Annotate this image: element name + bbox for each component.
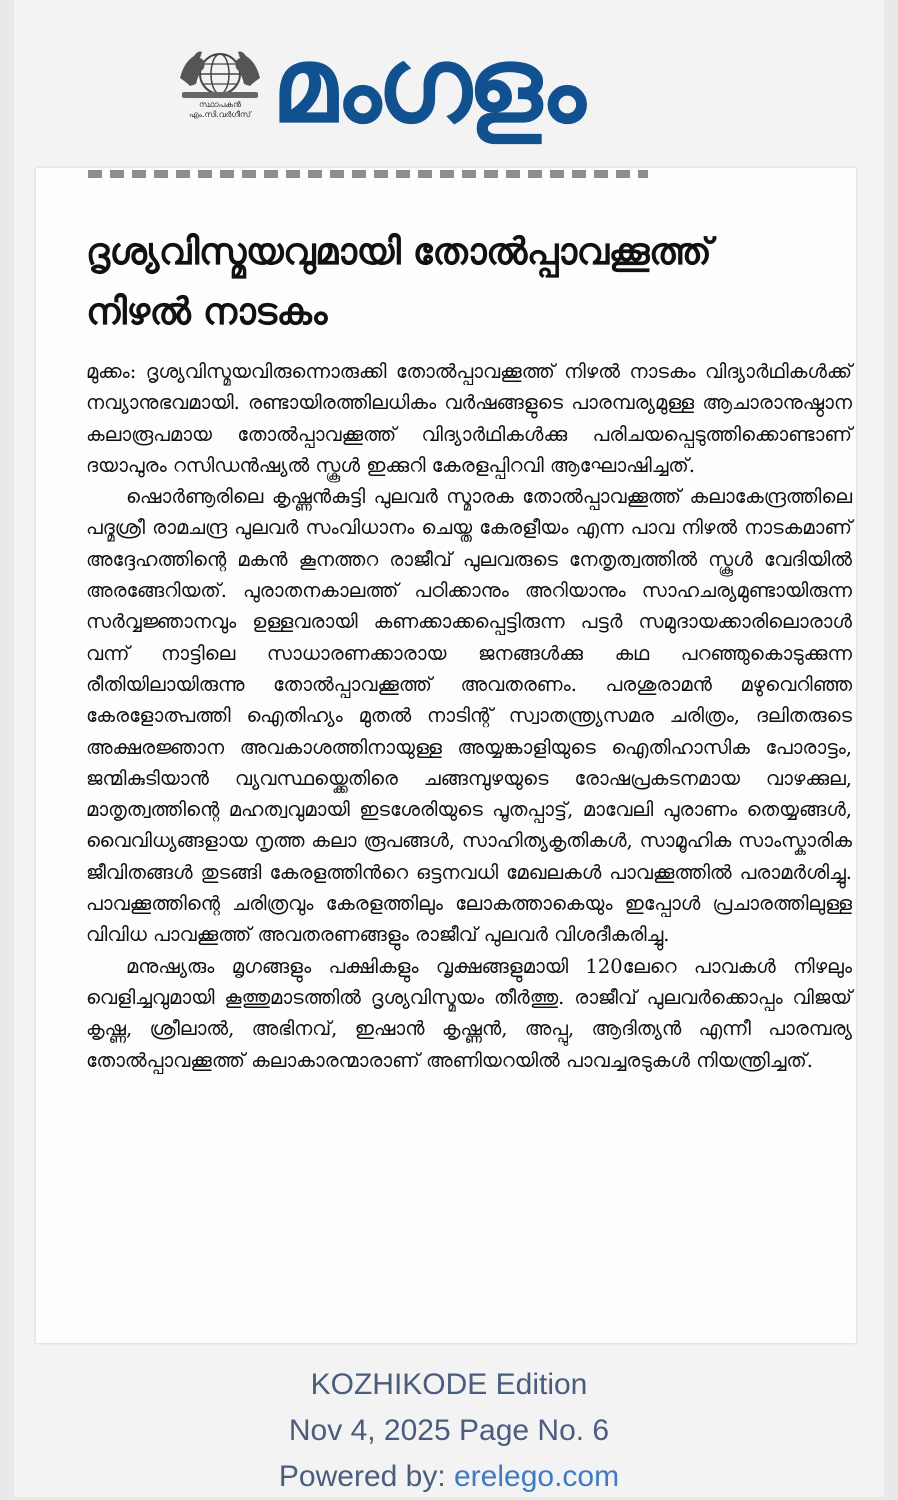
powered-by-label: Powered by:	[278, 1460, 454, 1493]
edition-name: KOZHIKODE Edition	[310, 1368, 588, 1401]
news-clipping	[36, 168, 856, 1343]
headline-line-1: ദൃശ്യവിസ്മയവുമായി തോൽപ്പാവക്കൂത്ത്	[86, 230, 712, 273]
edition-footer	[0, 1362, 898, 1500]
paragraph-3: മനുഷ്യരും മൃഗങ്ങളും പക്ഷികളും വൃക്ഷങ്ങളുമായി 120ലേറെ പാവകൾ നിഴലും വെളിച്ചവുമായി കൂത്തുമാടത്തിൽ ദൃശ്യവിസ്മയം തീർത്തു. രാജീവ് പുലവർക്കൊപ്പം വിജയ് കൃഷ്ണ, ശ്രീലാൽ, അഭിനവ്, ഇഷാൻ കൃഷ്ണൻ, അപ്പു, ആദിത്യൻ എന്നീ പാരമ്പര്യ തോൽപ്പാവക്കൂത്ത് കലാകാരന്മാരാണ് അണിയറയിൽ പാവച്ചരടുകൾ നിയന്ത്രിച്ചത്.	[86, 954, 852, 1072]
founder-name: എം.സി.വർഗീസ്	[188, 110, 252, 119]
headline-line-2: നിഴൽ നാടകം	[86, 290, 327, 333]
masthead	[0, 0, 898, 160]
powered-by	[0, 1454, 898, 1500]
clipping-cut-edge	[88, 170, 648, 178]
paragraph-1: മുക്കം: ദൃശ്യവിസ്മയവിരുന്നൊരുക്കി തോൽപ്പാവക്കൂത്ത് നിഴൽ നാടകം വിദ്യാർഥികൾക്ക് നവ്യാനുഭവമായി. രണ്ടായിരത്തിലധികം വർഷങ്ങളുടെ പാരമ്പര്യമുള്ള ആചാരാനുഷ്ഠാന കലാരൂപമായ തോൽപ്പാവക്കൂത്ത് വിദ്യാർഥികൾക്കു പരിചയപ്പെടുത്തിക്കൊണ്ടാണ് ദയാപുരം റസിഡൻഷ്യൽ സ്കൂൾ ഇക്കുറി കേരളപ്പിറവി ആഘോഷിച്ചത്.	[86, 360, 852, 477]
article-body	[86, 356, 852, 1076]
newspaper-logo: മംഗളം	[272, 24, 582, 146]
paragraph-2: ഷൊർണൂരിലെ കൃഷ്ണൻകുട്ടി പുലവർ സ്മാരക തോൽപ്പാവക്കൂത്ത് കലാകേന്ദ്രത്തിലെ പദ്മശ്രീ രാമചന്ദ്ര പുലവർ സംവിധാനം ചെയ്ത കേരളീയം എന്ന പാവ നിഴൽ നാടകമാണ് അദ്ദേഹത്തിന്റെ മകൻ കൂനത്തറ രാജീവ് പുലവരുടെ നേതൃത്വത്തിൽ സ്കൂൾ വേദിയിൽ അരങ്ങേറിയത്. പുരാതനകാലത്ത് പഠിക്കാനും അറിയാനും സാഹചര്യമുണ്ടായിരുന്ന സർവ്വജ്ഞാനവും ഉള്ളവരായി കണക്കാക്കപ്പെട്ടിരുന്ന പട്ടർ സമുദായക്കാരിലൊരാൾ വന്ന് നാട്ടിലെ സാധാരണക്കാരായ ജനങ്ങൾക്കു കഥ പറഞ്ഞുകൊടുക്കുന്ന രീതിയിലായിരുന്നു തോൽപ്പാവക്കൂത്ത് അവതരണം. പരശുരാമൻ മഴുവെറിഞ്ഞ കേരളോത്പത്തി ഐതിഹ്യം മുതൽ നാടിന്റ് സ്വാതന്ത്ര്യസമര ചരിത്രം, ദലിതരുടെ അക്ഷരജ്ഞാന അവകാശത്തിനായുള്ള അയ്യങ്കാളിയുടെ ഐതിഹാസിക പോരാട്ടം, ജന്മികുടിയാൻ വ്യവസ്ഥയ്ക്കെതിരെ ചങ്ങമ്പുഴയുടെ രോഷപ്രകടനമായ വാഴക്കുല, മാതൃത്വത്തിന്റെ മഹത്വവുമായി ഇടശേരിയുടെ പൂതപ്പാട്ട്, മാവേലി പുരാണം തെയ്യങ്ങൾ, വൈവിധ്യങ്ങളായ നൃത്ത കലാ രൂപങ്ങൾ, സാഹിത്യകൃതികൾ, സാമൂഹിക സാംസ്കാരിക ജീവിതങ്ങൾ തുടങ്ങി കേരളത്തിൻറെ ഒട്ടനവധി മേഖലകൾ പാവക്കൂത്തിൽ പരാമർശിച്ചു. പാവക്കൂത്തിന്റെ ചരിത്രവും കേരളത്തിലും ലോകത്താകെയും ഇപ്പോൾ പ്രചാരത്തിലുള്ള വിവിധ പാവക്കൂത്ത് അവതരണങ്ങളും രാജീവ് പുലവർ വിശദീകരിച്ചു.	[86, 485, 852, 947]
erelego-link[interactable]: erelego.com	[454, 1460, 620, 1493]
founder-label: സ്ഥാപകൻ	[199, 100, 241, 109]
emblem-caption	[172, 100, 268, 120]
edition-date-page: Nov 4, 2025 Page No. 6	[288, 1414, 610, 1447]
article-headline	[86, 222, 846, 342]
